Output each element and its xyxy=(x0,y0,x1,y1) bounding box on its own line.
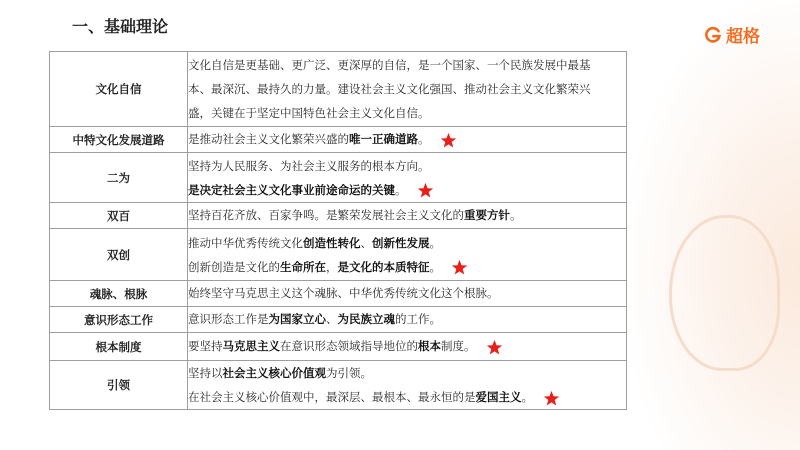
mascot-watermark xyxy=(669,215,780,371)
row-term: 文化自信 xyxy=(50,52,188,127)
table-row xyxy=(50,52,627,127)
table-row xyxy=(50,203,627,229)
row-description xyxy=(188,127,627,153)
star-icon xyxy=(543,390,560,407)
star-icon xyxy=(486,339,503,356)
description-line xyxy=(188,255,626,279)
description-line xyxy=(188,77,626,101)
table-row xyxy=(50,307,627,333)
table-row xyxy=(50,229,627,281)
description-line xyxy=(188,204,626,227)
table-row xyxy=(50,153,627,203)
row-description xyxy=(188,203,627,229)
description-line xyxy=(188,335,626,358)
body-text: 要坚持 xyxy=(188,339,223,353)
body-text: 制度。 xyxy=(441,339,476,353)
body-text: 本、最深沉、最持久的力量。建设社会主义文化强国、推动社会主义文化繁荣兴 xyxy=(188,82,591,96)
table-row xyxy=(50,361,627,410)
body-text: 始终坚守马克思主义这个魂脉、中华优秀传统文化这个根脉。 xyxy=(188,286,499,300)
row-term: 双百 xyxy=(50,203,188,229)
body-text: 。 xyxy=(395,182,407,197)
highlight-text: 为国家立心 xyxy=(268,312,326,326)
description-line xyxy=(188,231,626,255)
row-description xyxy=(188,361,627,410)
row-term: 双创 xyxy=(50,229,188,281)
description-line xyxy=(188,385,626,409)
highlight-text: 是决定社会主义文化事业前途命运的关键 xyxy=(188,182,395,197)
body-text: 坚持百花齐放、百家争鸣。是繁荣发展社会主义文化的 xyxy=(188,208,464,222)
body-text: 文化自信是更基础、更广泛、更深厚的自信，是一个国家、一个民族发展中最基 xyxy=(188,58,591,72)
description-line xyxy=(188,53,626,77)
row-term: 二为 xyxy=(50,153,188,203)
star-icon xyxy=(451,259,468,276)
table-row xyxy=(50,127,627,153)
row-term: 中特文化发展道路 xyxy=(50,127,188,153)
row-description xyxy=(188,281,627,307)
body-text: 。 xyxy=(429,259,441,274)
body-text: 。 xyxy=(510,208,522,222)
description-line xyxy=(188,178,626,202)
highlight-text: 是文化的本质特征 xyxy=(337,259,430,274)
row-description xyxy=(188,307,627,333)
body-text: 在社会主义核心价值观中，最深层、最根本、最永恒的是 xyxy=(188,390,476,404)
brand-name: 超格 xyxy=(726,27,760,47)
body-text: ， xyxy=(326,259,338,274)
row-term: 引领 xyxy=(50,361,188,410)
highlight-text: 马克思主义 xyxy=(222,339,280,353)
row-description xyxy=(188,153,627,203)
highlight-text: 为民族立魂 xyxy=(337,312,395,326)
body-text: 是推动社会主义文化繁荣兴盛的 xyxy=(188,132,349,146)
body-text: 推动中华优秀传统文化 xyxy=(188,235,303,250)
row-term: 魂脉、根脉 xyxy=(50,281,188,307)
row-term: 根本制度 xyxy=(50,333,188,361)
body-text: 为引领。 xyxy=(326,366,372,380)
description-line xyxy=(188,128,626,151)
body-text: 、 xyxy=(326,312,338,326)
highlight-text: 创新性发展 xyxy=(372,235,430,250)
body-text: 坚持为人民服务、为社会主义服务的根本方向。 xyxy=(188,158,430,173)
body-text: 坚持以 xyxy=(188,366,223,380)
section-title: 一、基础理论 xyxy=(72,17,169,36)
description-line xyxy=(188,101,626,125)
row-description xyxy=(188,229,627,281)
body-text: 、 xyxy=(360,235,372,250)
table-row xyxy=(50,333,627,361)
highlight-text: 创造性转化 xyxy=(303,235,361,250)
star-icon xyxy=(417,182,434,199)
description-line xyxy=(188,154,626,178)
body-text: 。 xyxy=(429,235,441,250)
description-line xyxy=(188,282,626,305)
row-term: 意识形态工作 xyxy=(50,307,188,333)
table-row xyxy=(50,281,627,307)
highlight-text: 根本 xyxy=(418,339,441,353)
highlight-text: 生命所在 xyxy=(280,259,326,274)
row-description xyxy=(188,52,627,127)
theory-table xyxy=(49,51,627,410)
star-icon xyxy=(440,132,457,149)
body-text: 的工作。 xyxy=(395,312,441,326)
body-text: 。 xyxy=(418,132,430,146)
description-line xyxy=(188,308,626,331)
body-text: 。 xyxy=(521,390,533,404)
description-line xyxy=(188,361,626,385)
row-description xyxy=(188,333,627,361)
body-text: 盛，关键在于坚定中国特色社会主义文化自信。 xyxy=(188,106,430,120)
body-text: 创新创造是文化的 xyxy=(188,259,280,274)
brand-logo xyxy=(704,22,760,47)
highlight-text: 重要方针 xyxy=(464,208,510,222)
highlight-text: 社会主义核心价值观 xyxy=(222,366,326,380)
highlight-text: 唯一正确道路 xyxy=(349,132,418,146)
body-text: 意识形态工作是 xyxy=(188,312,269,326)
body-text: 在意识形态领域指导地位的 xyxy=(280,339,418,353)
brand-logo-icon xyxy=(704,26,722,44)
highlight-text: 爱国主义 xyxy=(475,390,522,404)
